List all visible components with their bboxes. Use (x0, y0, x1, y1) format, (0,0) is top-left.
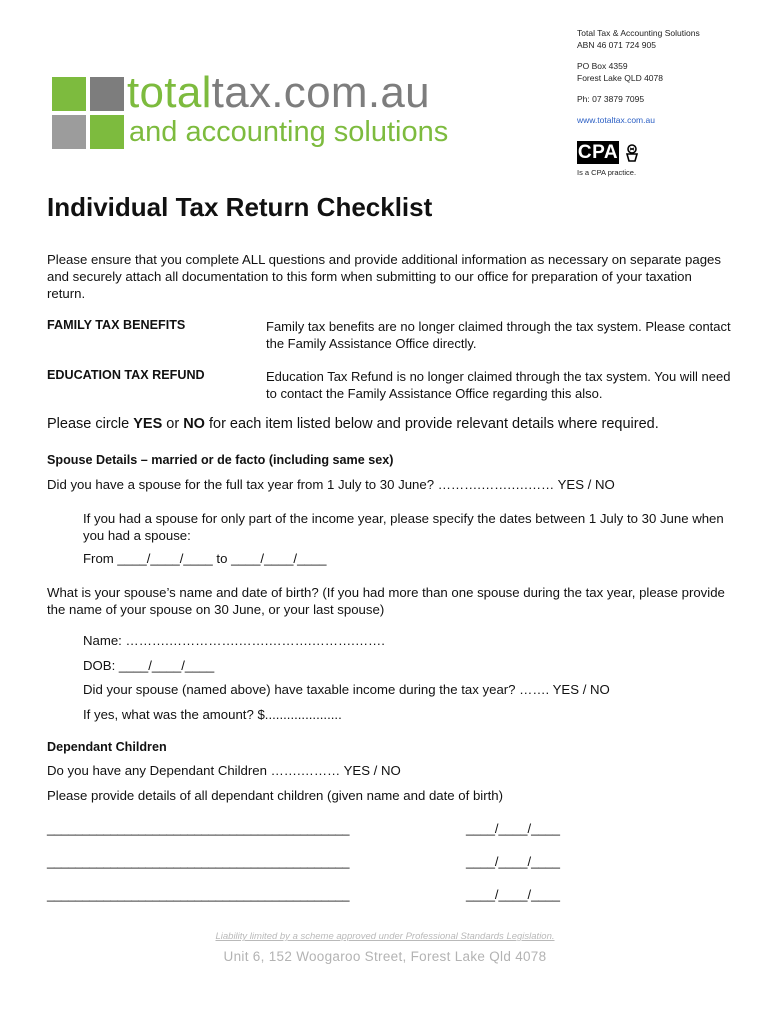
spouse-income-question[interactable]: Did your spouse (named above) have taxable income during the tax year? ……. YES / NO (83, 682, 610, 697)
children-details-text: Please provide details of all dependant children (given name and date of birth) (47, 788, 503, 803)
child-dob-field-1[interactable]: ____/____/____ (466, 821, 560, 836)
cpa-crest-icon (624, 143, 640, 163)
spouse-part-year-text: If you had a spouse for only part of the income year, please specify the dates between 1 July to 30 June when you had a spouse: (83, 511, 724, 543)
circle-prefix: Please circle (47, 416, 134, 432)
page-title: Individual Tax Return Checklist (47, 192, 433, 222)
spouse-heading: Spouse Details – married or de facto (including same sex) (47, 453, 394, 467)
logo-tax: tax (211, 68, 272, 117)
circle-or: or (162, 416, 184, 432)
suburb: Forest Lake QLD 4078 (577, 73, 663, 83)
logo-wordmark (127, 68, 430, 118)
spouse-name-field[interactable]: Name: ……….…………….…….……….……….……. (83, 633, 385, 648)
intro-paragraph: Please ensure that you complete ALL questions and provide additional information as necessary on separate pages and securely attach all documentation to this form when submitting to our office for preparation of your taxation return. (47, 252, 721, 301)
footer-address: Unit 6, 152 Woogaroo Street, Forest Lake Qld 4078 (223, 949, 547, 964)
spouse-name-question: What is your spouse’s name and date of birth? (If you had more than one spouse during the tax year, please provide the name of your spouse on 30 June, or your last spouse) (47, 585, 725, 617)
spouse-dob-field[interactable]: DOB: ____/____/____ (83, 658, 215, 673)
po-box: PO Box 4359 (577, 61, 628, 71)
logo-square-green-2 (90, 115, 124, 149)
cpa-note: Is a CPA practice. (577, 168, 637, 177)
website-link[interactable]: www.totaltax.com.au (577, 115, 655, 125)
logo-tagline: and accounting solutions (129, 116, 449, 148)
circle-instruction (47, 416, 659, 432)
circle-yes: YES (133, 416, 163, 432)
education-tax-text: Education Tax Refund is no longer claimed through the tax system. You will need to contact the Family Assistance Office regarding this also. (266, 369, 731, 401)
logo-squares (52, 77, 124, 149)
child-dob-field-2[interactable]: ____/____/____ (466, 854, 560, 869)
liability-note: Liability limited by a scheme approved under Professional Standards Legislation. (215, 931, 555, 942)
logo-square-gray (90, 77, 124, 111)
children-heading: Dependant Children (47, 740, 167, 754)
spouse-dates-field[interactable]: From ____/____/____ to ____/____/____ (83, 551, 327, 566)
children-question[interactable]: Do you have any Dependant Children …….……… YES / NO (47, 763, 401, 778)
company-abn: ABN 46 071 724 905 (577, 40, 656, 50)
education-tax-label: EDUCATION TAX REFUND (47, 368, 205, 382)
logo-square-green (52, 77, 86, 111)
child-name-field-2[interactable]: ___________________________________________ (47, 854, 350, 869)
spouse-full-year-question[interactable]: Did you have a spouse for the full tax year from 1 July to 30 June? ……….…….….…… YES / NO (47, 477, 615, 492)
company-name: Total Tax & Accounting Solutions (577, 28, 700, 38)
phone: Ph: 07 3879 7095 (577, 94, 645, 104)
logo-total: total (127, 68, 212, 117)
family-tax-label: FAMILY TAX BENEFITS (47, 318, 186, 332)
child-name-field-3[interactable]: ___________________________________________ (47, 887, 350, 902)
circle-suffix: for each item listed below and provide relevant details where required. (204, 416, 659, 432)
child-dob-field-3[interactable]: ____/____/____ (466, 887, 560, 902)
child-name-field-1[interactable]: ___________________________________________ (47, 821, 350, 836)
circle-no: NO (183, 416, 205, 432)
spouse-amount-field[interactable]: If yes, what was the amount? $..................... (83, 707, 342, 722)
logo-domain: .com.au (271, 68, 430, 117)
family-tax-text: Family tax benefits are no longer claimed through the tax system. Please contact the Family Assistance Office directly. (266, 319, 731, 351)
logo-square-lightgray (52, 115, 86, 149)
cpa-logo: CPA (577, 141, 619, 163)
